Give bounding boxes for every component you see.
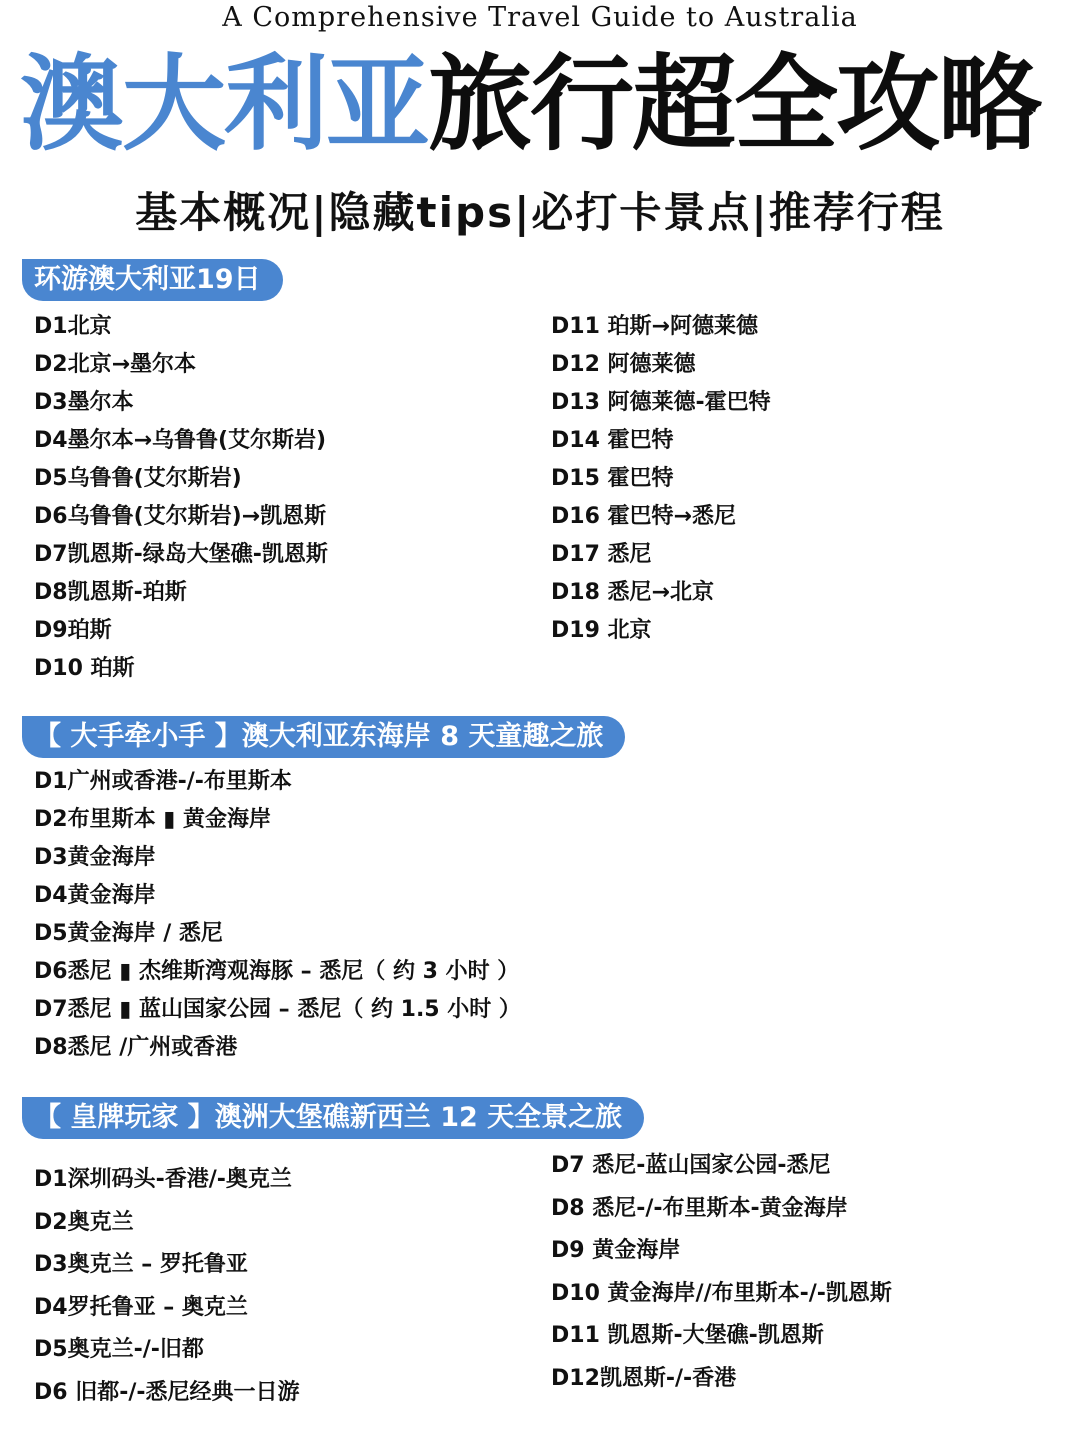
list-item: D17 悉尼 xyxy=(551,542,652,567)
list-item: D7悉尼 ▮ 蓝山国家公园 – 悉尼（ 约 1.5 小时 ） xyxy=(34,997,521,1022)
list-item: D12凯恩斯-/-香港 xyxy=(551,1365,737,1391)
list-item: D6悉尼 ▮ 杰维斯湾观海豚 – 悉尼（ 约 3 小时 ） xyxy=(34,959,520,984)
list-item: D8凯恩斯-珀斯 xyxy=(34,580,187,605)
section-3-right-list xyxy=(551,1150,892,1405)
list-item: D11 珀斯→阿德莱德 xyxy=(551,314,758,339)
list-item: D3墨尔本 xyxy=(34,390,134,415)
list-item: D13 阿德莱德-霍巴特 xyxy=(551,390,771,415)
list-item: D1广州或香港-/-布里斯本 xyxy=(34,769,292,794)
list-item: D4罗托鲁亚 – 奥克兰 xyxy=(34,1294,248,1320)
list-item: D6乌鲁鲁(艾尔斯岩)→凯恩斯 xyxy=(34,504,327,529)
list-item: D7 悉尼-蓝山国家公园-悉尼 xyxy=(551,1153,831,1178)
list-item: D3奥克兰 – 罗托鲁亚 xyxy=(34,1252,248,1277)
list-item: D4墨尔本→乌鲁鲁(艾尔斯岩) xyxy=(34,428,327,453)
list-item: D10 珀斯 xyxy=(34,656,135,681)
list-item: D10 黄金海岸//布里斯本-/-凯恩斯 xyxy=(551,1280,892,1306)
section-3-left-list xyxy=(34,1164,300,1419)
section-2-list xyxy=(34,767,521,1071)
list-item: D12 阿德莱德 xyxy=(551,352,696,377)
section-1-title: 环游澳大利亚19日 xyxy=(22,259,283,301)
main-title-black: 旅行超全攻略 xyxy=(428,43,1041,165)
subtitle: 基本概况|隐藏tips|必打卡景点|推荐行程 xyxy=(135,188,945,237)
list-item: D7凯恩斯-绿岛大堡礁-凯恩斯 xyxy=(34,542,328,567)
english-title: A Comprehensive Travel Guide to Australia xyxy=(222,2,858,33)
list-item: D5黄金海岸 / 悉尼 xyxy=(34,921,223,946)
section-1-right-list xyxy=(551,312,771,654)
list-item: D8悉尼 /广州或香港 xyxy=(34,1035,238,1060)
list-item: D4黄金海岸 xyxy=(34,883,156,908)
list-item: D16 霍巴特→悉尼 xyxy=(551,504,736,529)
list-item: D2布里斯本 ▮ 黄金海岸 xyxy=(34,807,271,832)
list-item: D2北京→墨尔本 xyxy=(34,352,197,377)
list-item: D15 霍巴特 xyxy=(551,466,674,491)
list-item: D8 悉尼-/-布里斯本-黄金海岸 xyxy=(551,1195,848,1221)
section-3-title: 【 皇牌玩家 】澳洲大堡礁新西兰 12 天全景之旅 xyxy=(22,1097,644,1139)
list-item: D2奥克兰 xyxy=(34,1209,134,1235)
list-item: D1北京 xyxy=(34,314,112,339)
main-title-blue: 澳大利亚 xyxy=(20,43,429,165)
list-item: D3黄金海岸 xyxy=(34,845,156,870)
section-2-title: 【 大手牵小手 】澳大利亚东海岸 8 天童趣之旅 xyxy=(22,716,625,758)
list-item: D9 黄金海岸 xyxy=(551,1238,681,1263)
list-item: D19 北京 xyxy=(551,618,652,643)
list-item: D14 霍巴特 xyxy=(551,428,674,453)
list-item: D9珀斯 xyxy=(34,618,112,643)
list-item: D18 悉尼→北京 xyxy=(551,580,714,605)
list-item: D1深圳码头-香港/-奥克兰 xyxy=(34,1167,292,1192)
list-item: D11 凯恩斯-大堡礁-凯恩斯 xyxy=(551,1323,824,1348)
list-item: D5奥克兰-/-旧都 xyxy=(34,1337,204,1362)
list-item: D6 旧都-/-悉尼经典一日游 xyxy=(34,1379,300,1405)
main-title xyxy=(20,44,1070,164)
section-1-left-list xyxy=(34,312,328,692)
list-item: D5乌鲁鲁(艾尔斯岩) xyxy=(34,466,242,491)
